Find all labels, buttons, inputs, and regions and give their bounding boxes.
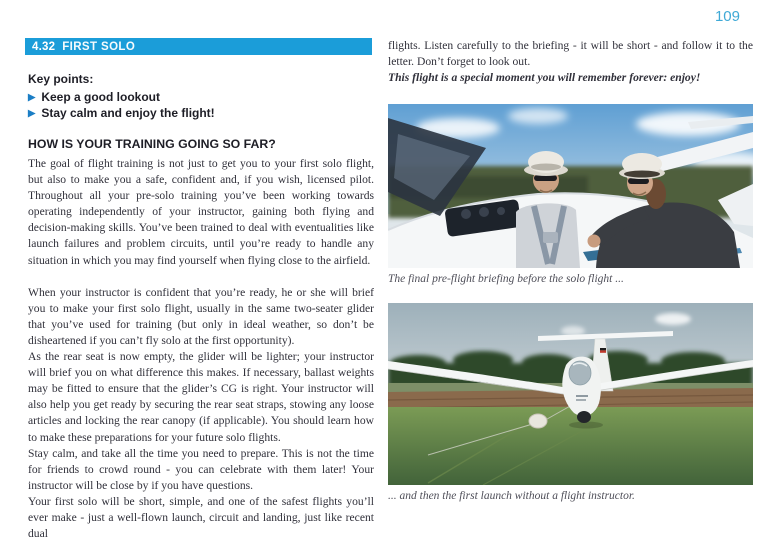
key-point-label: Stay calm and enjoy the flight! <box>41 106 215 120</box>
key-point-label: Keep a good lookout <box>41 90 160 104</box>
section-subheading: HOW IS YOUR TRAINING GOING SO FAR? <box>28 137 276 151</box>
key-point-item <box>28 106 374 122</box>
body-paragraph-continuation: flights. Listen carefully to the briefing - it will be short - and follow it to the letter. Don’t forget to look out. <box>388 39 753 69</box>
arrow-bullet-icon: ▶ <box>28 92 36 103</box>
briefing-photo-illustration <box>388 104 753 268</box>
canopy <box>569 361 591 385</box>
photo-caption: The final pre-flight briefing before the solo flight ... <box>388 273 624 286</box>
emphasis-sentence: This flight is a special moment you will remember forever: enjoy! <box>388 71 701 85</box>
key-point-item <box>28 90 374 106</box>
section-number: 4.32 <box>32 40 56 53</box>
photo-caption: ... and then the first launch without a flight instructor. <box>388 490 635 503</box>
left-column <box>28 72 374 541</box>
key-points-heading: Key points: <box>28 72 94 86</box>
body-paragraph: The goal of flight training is not just to get you to your first solo flight, but also to make you a safe, confident and, if you wish, licensed pilot. Throughout all your pre-solo training you’ve been working towards operating independently of your instructor, gaining both flying and decision-making skills. You’ve been trained to deal with eventualities like launch failures and problem circuits, until you’re ready to handle any situation in which you may find yourself when flying close to the airfield. <box>28 157 374 267</box>
right-column <box>388 38 753 504</box>
cable-parachute <box>529 414 547 428</box>
launch-photo-illustration <box>388 303 753 485</box>
arrow-bullet-icon: ▶ <box>28 108 36 119</box>
body-paragraph: As the rear seat is now empty, the glider will be lighter; your instructor will brief you on what difference this makes. If necessary, ballast weights may be fitted to ensure that the glider’s CG is right. Your instructor will also help you get ready by securing the rear seat straps, stowing any loose articles and locking the rear canopy (if applicable). You should learn how to make these preparations for your future solo flights. <box>28 350 374 444</box>
registration-mark <box>576 395 588 397</box>
page-number: 109 <box>714 8 740 25</box>
body-paragraph: Your first solo will be short, simple, and one of the safest flights you’ll ever make - just a well-flown launch, circuit and landing, just like recent dual <box>28 494 374 541</box>
photo-first-launch <box>388 303 753 485</box>
body-paragraph: When your instructor is confident that you’re ready, he or she will brief you to make your first solo flight, usually in the same two-seater glider that you’ve used for training (but only in ideal weather, so don’t be disheartened if you can’t fly solo at the first opportunity). <box>28 285 374 347</box>
section-title: FIRST SOLO <box>62 40 136 53</box>
wheel <box>577 411 591 423</box>
grass <box>388 407 753 485</box>
body-paragraph: Stay calm, and take all the time you need to prepare. This is not the time for friends to crowd round - you can celebrate with them later! Your instructor will be close by if you have questions. <box>28 446 374 492</box>
section-header-bar <box>25 38 372 55</box>
photo-pre-flight-briefing <box>388 104 753 268</box>
